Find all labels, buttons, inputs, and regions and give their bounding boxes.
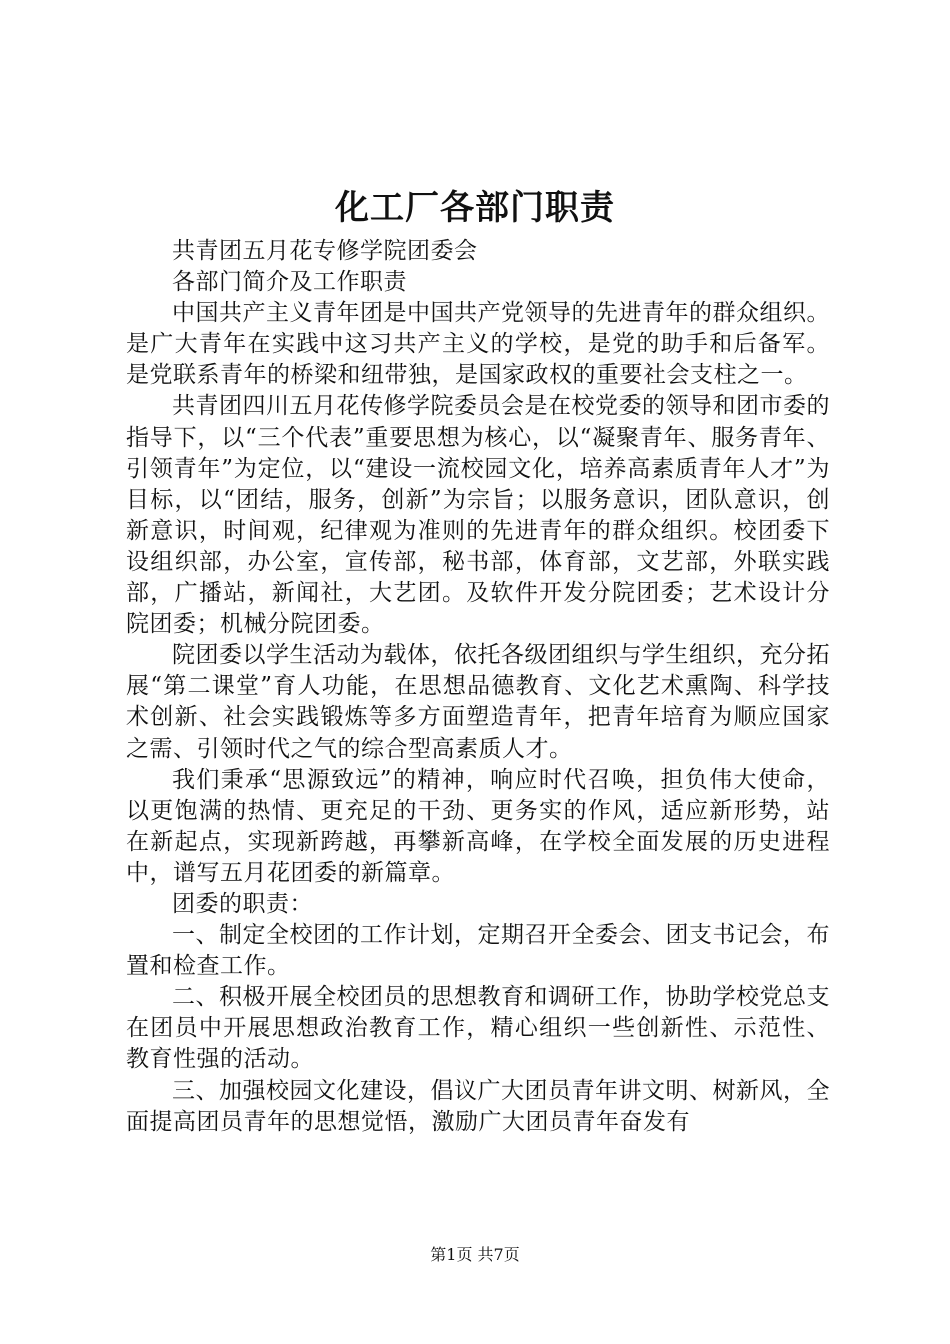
paragraph-committee: 共青团四川五月花传修学院委员会是在校党委的领导和团市委的指导下，以“三个代表”重要思想为核心，以“凝聚青年、服务青年、引领青年”为定位，以“建设一流校园文化，培养高素质青年人才”为目标，以“团结，服务，创新”为宗旨；以服务意识，团队意识，创新意识，时间观，纪律观为准则的先进青年的群众组织。校团委下设组织部，办公室，宣传部，秘书部，体育部，文艺部，外联实践部，广播站，新闻社，大艺团。及软件开发分院团委；艺术设计分院团委；机械分院团委。 (126, 393, 830, 638)
paragraph-activities: 院团委以学生活动为载体，依托各级团组织与学生组织，充分拓展“第二课堂”育人功能，在思想品德教育、文化艺术熏陶、科学技术创新、社会实践锻炼等多方面塑造青年，把青年培育为顺应国家之需、引领时代之气的综合型高素质人才。 (126, 642, 830, 762)
paragraph-spirit: 我们秉承“思源致远”的精神，响应时代召唤，担负伟大使命，以更饱满的热情、更充足的干劲、更务实的作风，适应新形势，站在新起点，实现新跨越，再攀新高峰，在学校全面发展的历史进程中，谱写五月花团委的新篇章。 (126, 766, 830, 886)
document-body (126, 236, 830, 1138)
page-footer: 第1页 共7页 (430, 1245, 520, 1264)
paragraph-intro: 中国共产主义青年团是中国共产党领导的先进青年的群众组织。是广大青年在实践中这习共产主义的学校，是党的助手和后备军。是党联系青年的桥梁和纽带独，是国家政权的重要社会支柱之一。 (126, 300, 830, 389)
paragraph-subtitle: 各部门简介及工作职责 (172, 269, 407, 296)
paragraph-duty-1: 一、制定全校团的工作计划，定期召开全委会、团支书记会，布置和检查工作。 (126, 922, 830, 980)
paragraph-duties-heading: 团委的职责： (172, 890, 313, 917)
document-title: 化工厂各部门职责 (335, 188, 615, 228)
paragraph-duty-3: 三、加强校园文化建设，倡议广大团员青年讲文明、树新风，全面提高团员青年的思想觉悟，激励广大团员青年奋发有 (126, 1077, 830, 1135)
paragraph-org-name: 共青团五月花专修学院团委会 (172, 238, 478, 264)
paragraph-duty-2: 二、积极开展全校团员的思想教育和调研工作，协助学校党总支在团员中开展思想政治教育工作，精心组织一些创新性、示范性、教育性强的活动。 (126, 984, 830, 1073)
